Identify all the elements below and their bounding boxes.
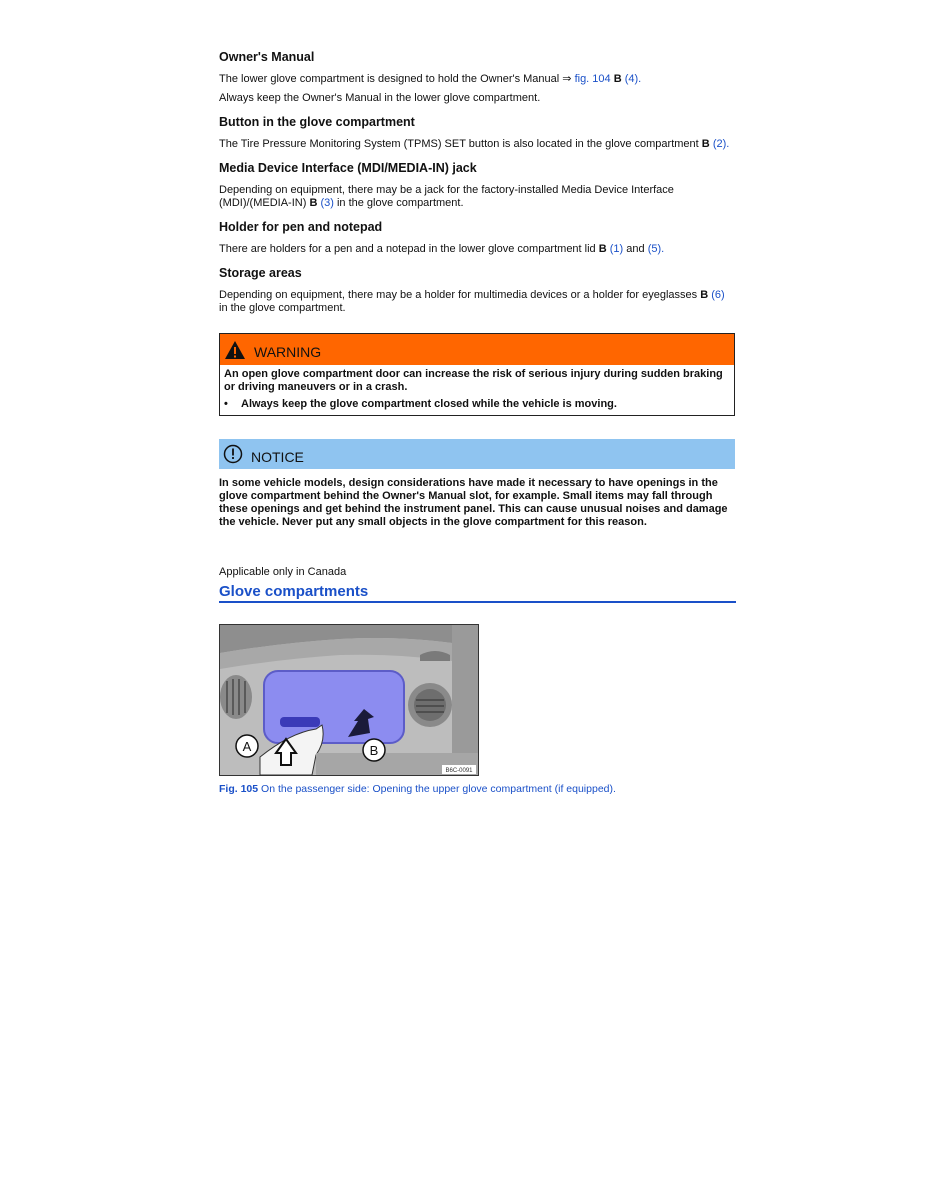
figure-code: B6C-0091 (445, 768, 473, 774)
owners-manual-section (219, 50, 735, 105)
label-b: B (369, 743, 379, 758)
paragraph: There are holders for a pen and a notepad in the lower glove compartment lid B (1) and (5). (219, 243, 665, 255)
warning-text: An open glove compartment door can increase the risk of serious injury during sudden braking or driving maneuvers or in a crash. (224, 368, 723, 393)
fig-link[interactable]: fig. 104 (574, 73, 611, 85)
paragraph: Always keep the Owner's Manual in the lower glove compartment. (219, 92, 541, 104)
figure-caption: Fig. 105 On the passenger side: Opening the upper glove compartment (if equipped). (219, 783, 616, 795)
notice-title: NOTICE (251, 449, 304, 465)
holder-section (219, 220, 735, 256)
manual-page (219, 50, 735, 795)
section-title: Button in the glove compartment (219, 115, 415, 129)
warning-body (220, 365, 734, 415)
paragraph: The Tire Pressure Monitoring System (TPMS) SET button is also located in the glove compartment B (2). (219, 138, 730, 150)
notice-header (219, 439, 735, 469)
warning-bullet (224, 398, 730, 411)
glove-compartments-heading: Glove compartments (219, 583, 736, 603)
section-title: Storage areas (219, 266, 302, 280)
section-title: Media Device Interface (MDI/MEDIA-IN) jack (219, 161, 477, 175)
notice-circle-icon (223, 444, 243, 464)
warning-triangle-icon (224, 340, 246, 360)
paragraph: Depending on equipment, there may be a holder for multimedia devices or a holder for eyeglasses B (6) in the glove compartment. (219, 289, 725, 314)
mdi-section (219, 161, 735, 210)
warning-title: WARNING (254, 343, 322, 360)
button-section (219, 115, 735, 151)
item-ref: (5). (647, 243, 665, 255)
notice-body: In some vehicle models, design considerations have made it necessary to have openings in the glove compartment behind the Owner's Manual slot, for example. Small items may fall through these openings and get behind the instrument panel. This can cause unusual noises and damage the vehicle. Never put any small objects in the glove compartment for this reason. (219, 477, 728, 528)
warning-header (220, 334, 734, 365)
warning-box (219, 333, 735, 416)
glove-compartment-illustration (220, 625, 478, 775)
paragraph: The lower glove compartment is designed to hold the Owner's Manual ⇒ fig. 104 B (4). (219, 73, 642, 85)
section-title: Owner's Manual (219, 50, 315, 64)
bullet-mark: • (224, 398, 228, 410)
figure-105 (219, 624, 479, 776)
applicability-note: Applicable only in Canada (219, 566, 347, 578)
bullet-text: Always keep the glove compartment closed while the vehicle is moving. (241, 398, 617, 410)
label-a: A (242, 739, 252, 754)
paragraph: Depending on equipment, there may be a jack for the factory-installed Media Device Interface (MDI)/(MEDIA-IN) B (3) in the glove compartment. (219, 184, 674, 209)
storage-section (219, 266, 735, 315)
item-ref: (6) (711, 289, 725, 301)
item-ref: (2). (712, 138, 730, 150)
item-ref: (1) (609, 243, 624, 255)
section-title: Holder for pen and notepad (219, 220, 383, 234)
item-ref: (3) (320, 197, 334, 209)
item-ref: (4). (624, 73, 642, 85)
